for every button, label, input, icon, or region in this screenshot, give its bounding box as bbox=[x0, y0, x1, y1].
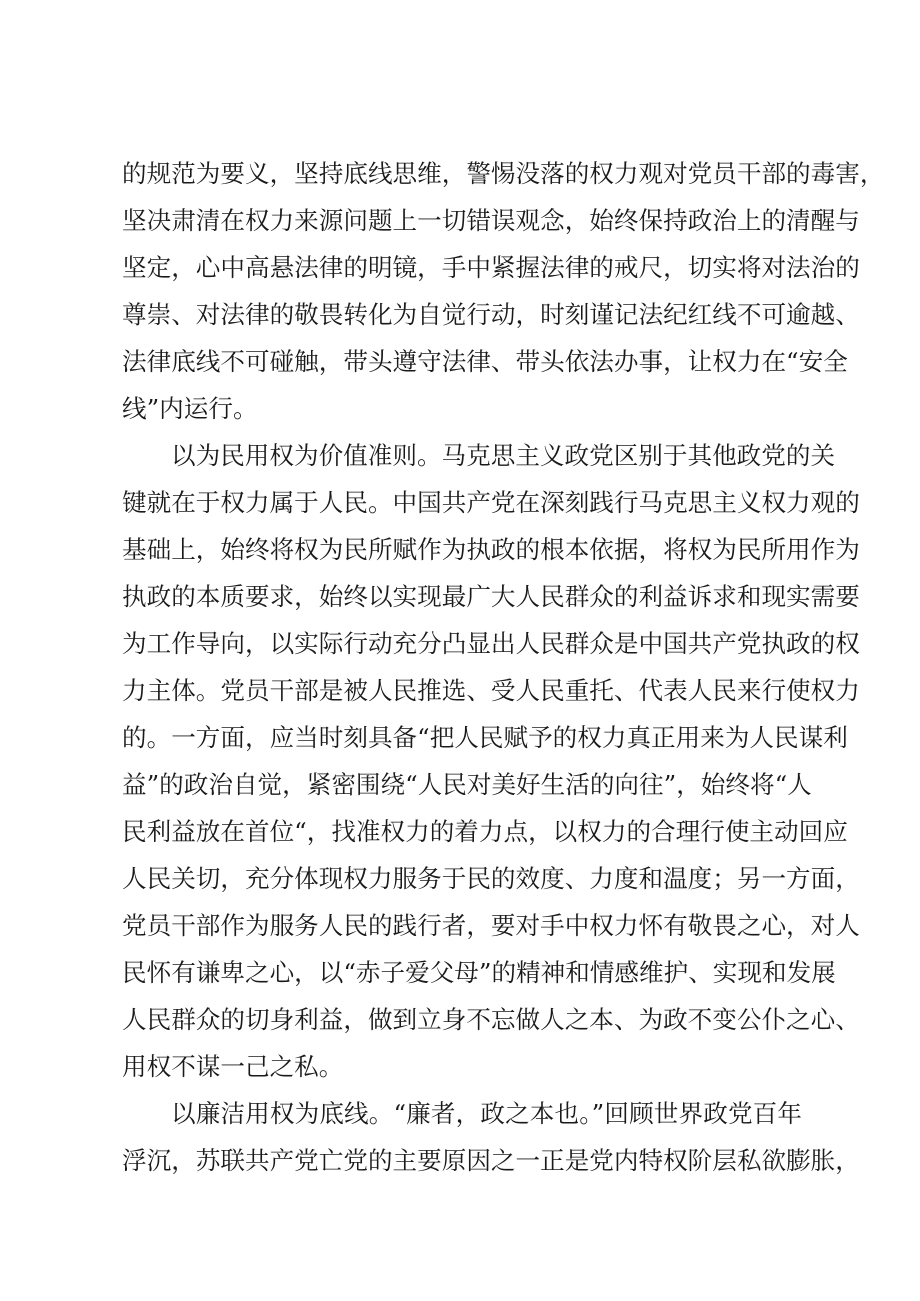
text-line: 法律底线不可碰触，带头遵守法律、带头依法办事，让权力在“安全 bbox=[122, 347, 848, 376]
text-line: 坚定，心中高悬法律的明镜，手中紧握法律的戒尺，切实将对法治的 bbox=[122, 253, 860, 282]
document-body bbox=[122, 150, 885, 1184]
text-line: 民利益放在首位“，找准权力的着力点，以权力的合理行使主动回应 bbox=[122, 817, 848, 846]
text-line: 益”的政治自觉，紧密围绕“人民对美好生活的向往”，始终将“人 bbox=[122, 770, 812, 799]
text-line: 键就在于权力属于人民。中国共产党在深刻践行马克思主义权力观的 bbox=[122, 488, 860, 517]
text-line: 尊崇、对法律的敬畏转化为自觉行动，时刻谨记法纪红线不可逾越、 bbox=[122, 300, 860, 329]
paragraph-heading-line: 以为民用权为价值准则。马克思主义政党区别于其他政党的关 bbox=[171, 441, 836, 470]
text-line: 力主体。党员干部是被人民推选、受人民重托、代表人民来行使权力 bbox=[122, 676, 860, 705]
text-line: 基础上，始终将权为民所赋作为执政的根本依据，将权为民所用作为 bbox=[122, 535, 860, 564]
paragraph-heading-line: 以廉洁用权为底线。“廉者，政之本也。”回顾世界政党百年 bbox=[171, 1099, 802, 1128]
text-line: 为工作导向，以实际行动充分凸显出人民群众是中国共产党执政的权 bbox=[122, 629, 860, 658]
text-line: 民怀有谦卑之心，以“赤子爱父母”的精神和情感维护、实现和发展 bbox=[122, 958, 836, 987]
text-line: 浮沉，苏联共产党亡党的主要原因之一正是党内特权阶层私欲膨胀， bbox=[122, 1146, 860, 1175]
text-line: 线”内运行。 bbox=[122, 394, 258, 423]
text-line: 执政的本质要求，始终以实现最广大人民群众的利益诉求和现实需要 bbox=[122, 582, 860, 611]
text-line: 人民群众的切身利益，做到立身不忘做人之本、为政不变公仆之心、 bbox=[122, 1005, 860, 1034]
text-line: 的。一方面，应当时刻具备“把人民赋予的权力真正用来为人民谋利 bbox=[122, 723, 848, 752]
text-line: 用权不谋一己之私。 bbox=[122, 1052, 344, 1081]
text-line: 党员干部作为服务人民的践行者，要对手中权力怀有敬畏之心，对人 bbox=[122, 911, 860, 940]
text-line: 的规范为要义，坚持底线思维，警惕没落的权力观对党员干部的毒害， bbox=[122, 159, 885, 188]
text-line: 坚决肃清在权力来源问题上一切错误观念，始终保持政治上的清醒与 bbox=[122, 206, 860, 235]
text-line: 人民关切，充分体现权力服务于民的效度、力度和温度；另一方面， bbox=[122, 864, 860, 893]
